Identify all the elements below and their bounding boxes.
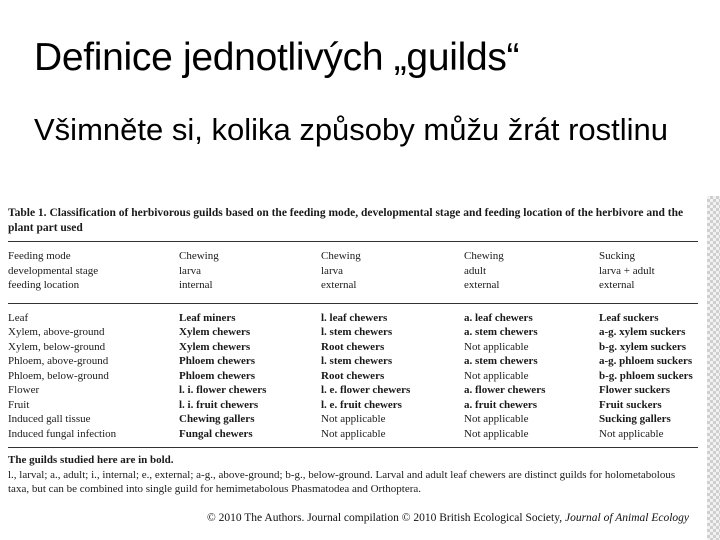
table-cell: Induced gall tissue <box>8 413 91 425</box>
table-cell: external <box>599 279 635 291</box>
footnote-bold: The guilds studied here are in bold. <box>8 454 174 466</box>
table-cell: Chewing <box>179 250 219 262</box>
table-cell: larva + adult <box>599 264 655 277</box>
table-cell: Sucking gallers <box>599 413 671 425</box>
table-cell: Chewing <box>321 250 361 262</box>
table-cell: l. e. fruit chewers <box>321 398 402 411</box>
table-row <box>8 264 698 279</box>
table-cell: Xylem chewers <box>179 340 251 353</box>
copyright-line <box>207 512 689 524</box>
journal-name: Journal of Animal Ecology <box>564 512 690 524</box>
table-header <box>8 249 698 293</box>
table-cell: Flower <box>8 384 40 396</box>
table-cell: a. stem chewers <box>464 355 538 367</box>
table-cell: Not applicable <box>599 427 664 440</box>
table-cell: b-g. xylem suckers <box>599 340 687 353</box>
table-row <box>8 369 698 384</box>
table-header-rule <box>8 303 698 304</box>
copyright-text: © 2010 The Authors. Journal compilation © 2010 British Ecological Society, <box>207 512 563 524</box>
slide-subtitle: Všimněte si, kolika způsoby můžu žrát rostlinu <box>34 112 669 147</box>
table-row <box>8 311 698 326</box>
table-cell: Xylem, below-ground <box>8 340 106 353</box>
table-cell: Induced fungal infection <box>8 427 117 440</box>
table-cell: a. flower chewers <box>464 384 546 396</box>
table-cell: Root chewers <box>321 369 385 382</box>
table-body <box>8 311 698 442</box>
table-cell: Chewing <box>464 250 504 262</box>
table-cell: l. stem chewers <box>321 355 393 367</box>
table-row <box>8 278 698 293</box>
table-cell: Phloem chewers <box>179 355 256 367</box>
table-cell: Chewing gallers <box>179 413 255 425</box>
table-cell: a-g. phloem suckers <box>599 355 693 367</box>
table-cell: Fruit suckers <box>599 398 662 411</box>
table-cell: Feeding mode <box>8 250 71 262</box>
table-cell: internal <box>179 279 213 291</box>
table-cell: Root chewers <box>321 340 385 353</box>
table-cell: a. fruit chewers <box>464 398 538 411</box>
table-cell: Phloem, above-ground <box>8 355 109 367</box>
scan-edge <box>707 196 720 540</box>
table-cell: a-g. xylem suckers <box>599 326 686 338</box>
table-row <box>8 340 698 355</box>
table-cell: Not applicable <box>464 413 529 425</box>
table-cell: Fruit <box>8 398 30 411</box>
table-cell: Xylem chewers <box>179 326 251 338</box>
table-cell: external <box>464 279 500 291</box>
table-cell: larva <box>321 264 343 277</box>
table-cell: adult <box>464 264 486 277</box>
table-cell: Not applicable <box>464 427 529 440</box>
table-row <box>8 398 698 413</box>
table-caption-label: Table 1. <box>8 207 47 219</box>
slide-title: Definice jednotlivých „guilds“ <box>34 36 520 79</box>
table-caption-text: Classification of herbivorous guilds based on the feeding mode, developmental stage and feeding location of the herbivore and the plant part used <box>8 207 684 234</box>
table-cell: Sucking <box>599 250 636 262</box>
table-cell: Leaf <box>8 311 29 324</box>
table-row <box>8 383 698 398</box>
table-cell: Leaf miners <box>179 311 236 324</box>
table-row <box>8 249 698 264</box>
table-figure <box>8 206 698 497</box>
table-cell: Phloem, below-ground <box>8 369 109 382</box>
table-cell: l. stem chewers <box>321 326 393 338</box>
table-cell: Phloem chewers <box>179 369 256 382</box>
table-row <box>8 354 698 369</box>
table-cell: external <box>321 279 357 291</box>
table-cell: feeding location <box>8 279 80 291</box>
table-cell: l. i. flower chewers <box>179 384 267 396</box>
table-caption <box>8 206 698 235</box>
footnote-abbreviations: l., larval; a., adult; i., internal; e., external; a-g., above-ground; b-g., below-ground. Larval and adult leaf chewers are distinct guilds for holometabolous taxa, but can be combined into single guild for hemimetabolous Phasmatodea and Orthoptera. <box>8 468 676 495</box>
table-cell: Fungal chewers <box>179 427 253 440</box>
table-cell: developmental stage <box>8 264 99 277</box>
table-cell: Not applicable <box>321 427 386 440</box>
table-cell: b-g. phloem suckers <box>599 369 693 382</box>
table-bottom-rule <box>8 447 698 448</box>
table-cell: Leaf suckers <box>599 311 659 324</box>
table-cell: Not applicable <box>464 369 529 382</box>
table-footnotes <box>8 453 698 497</box>
table-row <box>8 412 698 427</box>
table-cell: Flower suckers <box>599 384 670 396</box>
table-cell: a. stem chewers <box>464 326 538 338</box>
table-cell: l. leaf chewers <box>321 311 388 324</box>
table-cell: l. i. fruit chewers <box>179 398 259 411</box>
table-cell: Xylem, above-ground <box>8 326 105 338</box>
table-cell: larva <box>179 264 201 277</box>
table-cell: a. leaf chewers <box>464 311 533 324</box>
table-row <box>8 427 698 442</box>
table-top-rule <box>8 241 698 242</box>
table-row <box>8 325 698 340</box>
table-cell: Not applicable <box>464 340 529 353</box>
table-cell: l. e. flower chewers <box>321 384 411 396</box>
table-cell: Not applicable <box>321 413 386 425</box>
